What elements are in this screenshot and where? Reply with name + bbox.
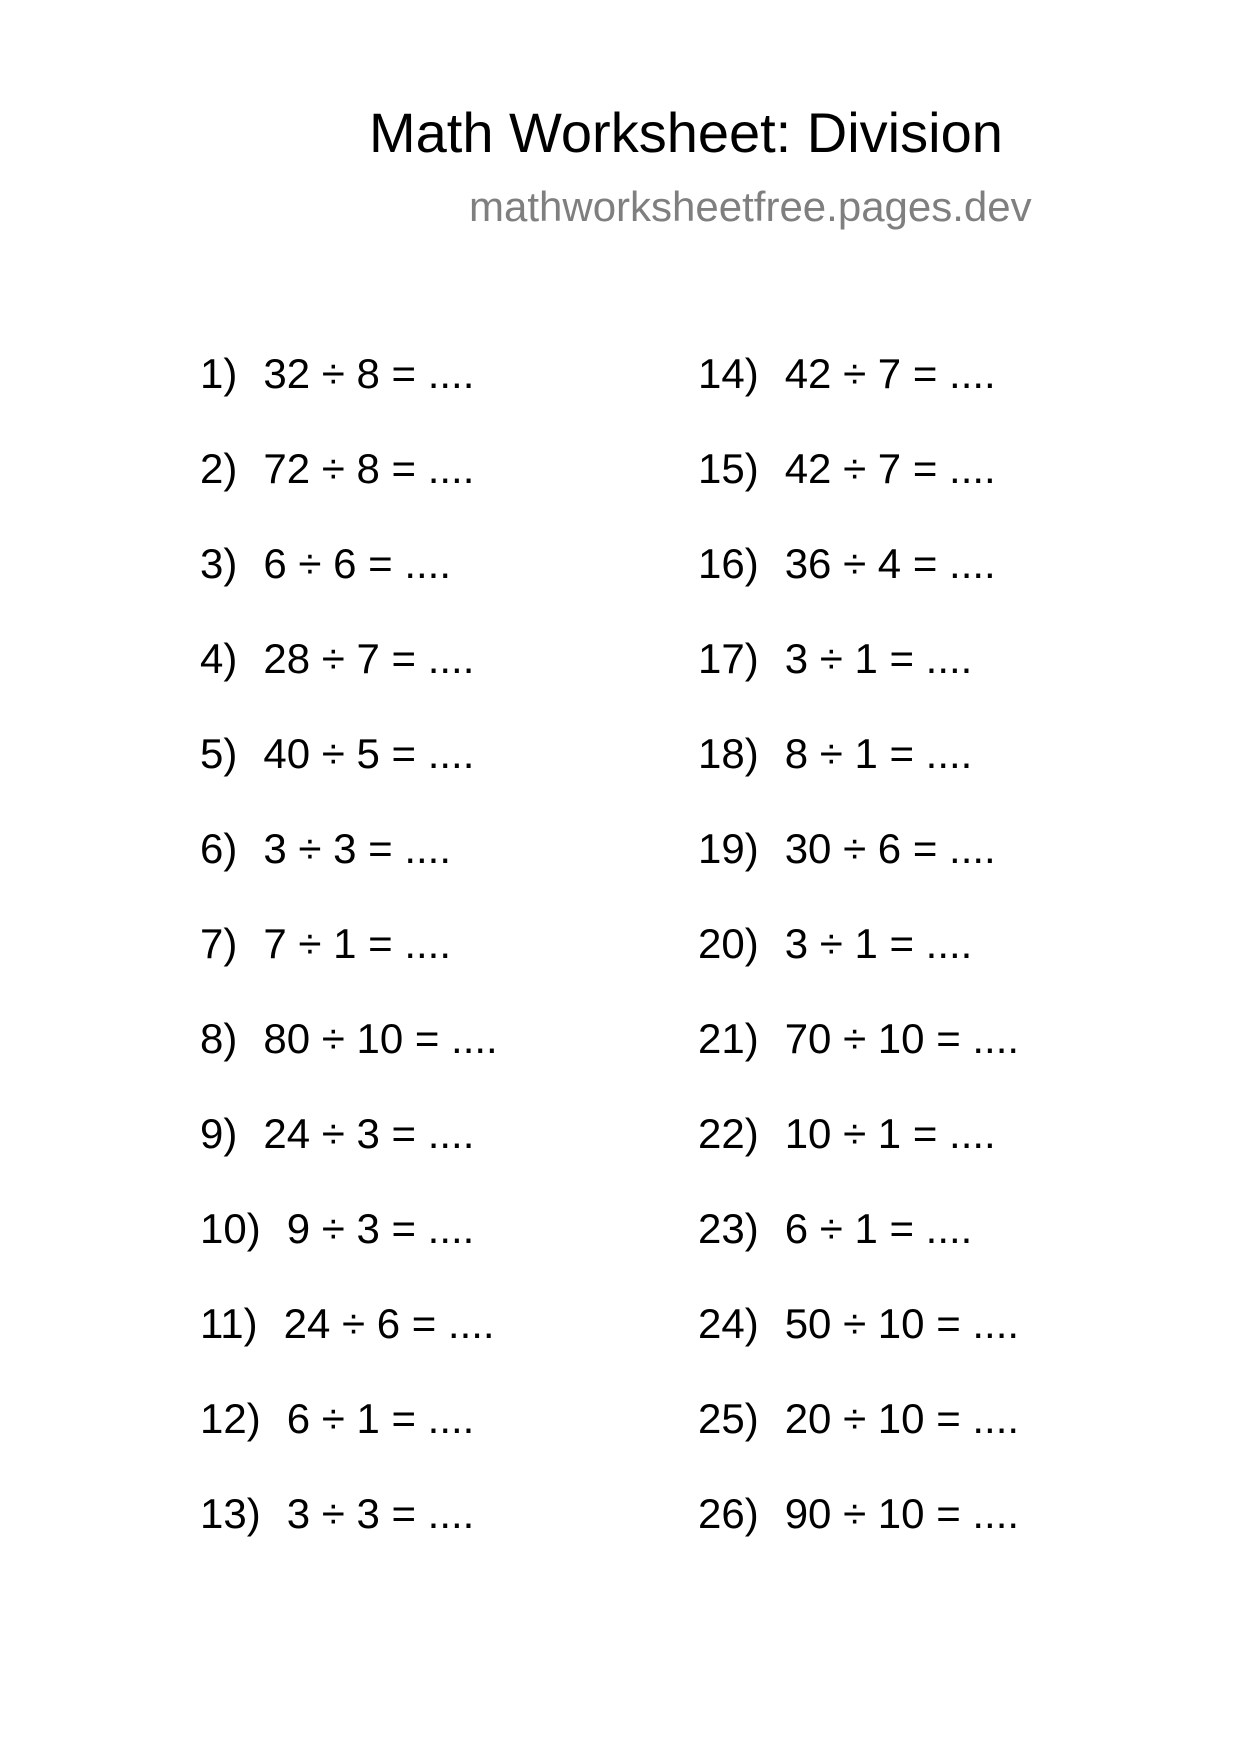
problem-item: [200, 1389, 498, 1484]
site-url: mathworksheetfree.pages.dev: [469, 183, 1032, 230]
problem-column-right: [698, 344, 1019, 1579]
problem-item: [698, 724, 1019, 819]
problem-expression: 30 ÷ 6 = ....: [784, 825, 996, 872]
problem-expression: 3 ÷ 1 = ....: [784, 635, 973, 682]
problem-item: [200, 1009, 498, 1104]
problem-expression: 36 ÷ 4 = ....: [784, 540, 996, 587]
problem-item: [698, 1104, 1019, 1199]
problem-item: [698, 1389, 1019, 1484]
problem-expression: 7 ÷ 1 = ....: [263, 920, 452, 967]
problem-item: [698, 819, 1019, 914]
problem-number: 22): [698, 1110, 759, 1157]
problem-expression: 6 ÷ 1 = ....: [286, 1395, 475, 1442]
problem-number: 21): [698, 1015, 759, 1062]
problem-item: [200, 1294, 498, 1389]
problem-item: [200, 914, 498, 1009]
problem-item: [698, 344, 1019, 439]
problem-expression: 72 ÷ 8 = ....: [263, 445, 475, 492]
page-title: Math Worksheet: Division: [369, 101, 1003, 164]
problem-expression: 42 ÷ 7 = ....: [784, 350, 996, 397]
problem-number: 26): [698, 1490, 759, 1537]
problem-expression: 42 ÷ 7 = ....: [784, 445, 996, 492]
problem-item: [200, 629, 498, 724]
problem-item: [200, 819, 498, 914]
problem-item: [698, 914, 1019, 1009]
problem-number: 7): [200, 920, 238, 967]
problem-expression: 32 ÷ 8 = ....: [263, 350, 475, 397]
problem-item: [200, 344, 498, 439]
problem-expression: 3 ÷ 3 = ....: [286, 1490, 475, 1537]
problem-item: [200, 724, 498, 819]
problem-item: [698, 439, 1019, 534]
problem-item: [698, 1199, 1019, 1294]
problem-number: 15): [698, 445, 759, 492]
problem-number: 11): [200, 1300, 258, 1347]
problem-number: 6): [200, 825, 238, 872]
problem-expression: 90 ÷ 10 = ....: [784, 1490, 1020, 1537]
problem-number: 20): [698, 920, 759, 967]
problem-item: [698, 534, 1019, 629]
problem-expression: 80 ÷ 10 = ....: [263, 1015, 498, 1062]
problem-expression: 70 ÷ 10 = ....: [784, 1015, 1020, 1062]
problem-number: 25): [698, 1395, 759, 1442]
problem-expression: 6 ÷ 6 = ....: [263, 540, 452, 587]
problem-expression: 40 ÷ 5 = ....: [263, 730, 475, 777]
problem-item: [698, 1294, 1019, 1389]
problem-expression: 9 ÷ 3 = ....: [286, 1205, 475, 1252]
problem-number: 10): [200, 1205, 261, 1252]
problem-expression: 6 ÷ 1 = ....: [784, 1205, 973, 1252]
problem-expression: 28 ÷ 7 = ....: [263, 635, 475, 682]
problem-number: 9): [200, 1110, 238, 1157]
problem-number: 12): [200, 1395, 261, 1442]
problem-number: 18): [698, 730, 759, 777]
problem-expression: 8 ÷ 1 = ....: [784, 730, 973, 777]
problem-expression: 50 ÷ 10 = ....: [784, 1300, 1020, 1347]
problem-number: 1): [200, 350, 238, 397]
problem-item: [698, 1009, 1019, 1104]
problem-number: 17): [698, 635, 759, 682]
problem-expression: 24 ÷ 3 = ....: [263, 1110, 475, 1157]
problem-number: 16): [698, 540, 759, 587]
problem-expression: 20 ÷ 10 = ....: [784, 1395, 1020, 1442]
problem-number: 5): [200, 730, 238, 777]
problem-number: 24): [698, 1300, 759, 1347]
problem-expression: 10 ÷ 1 = ....: [784, 1110, 996, 1157]
problem-number: 14): [698, 350, 759, 397]
problem-item: [200, 439, 498, 534]
problem-item: [200, 1199, 498, 1294]
problem-item: [200, 1484, 498, 1579]
problem-item: [698, 629, 1019, 724]
problem-number: 8): [200, 1015, 238, 1062]
problem-number: 3): [200, 540, 238, 587]
problem-number: 2): [200, 445, 238, 492]
problem-number: 4): [200, 635, 238, 682]
problem-number: 13): [200, 1490, 261, 1537]
problem-column-left: [200, 344, 498, 1579]
problem-expression: 3 ÷ 3 = ....: [263, 825, 452, 872]
problem-expression: 24 ÷ 6 = ....: [283, 1300, 495, 1347]
problem-item: [200, 1104, 498, 1199]
problem-expression: 3 ÷ 1 = ....: [784, 920, 973, 967]
problem-item: [200, 534, 498, 629]
problem-number: 19): [698, 825, 759, 872]
problem-number: 23): [698, 1205, 759, 1252]
problem-item: [698, 1484, 1019, 1579]
